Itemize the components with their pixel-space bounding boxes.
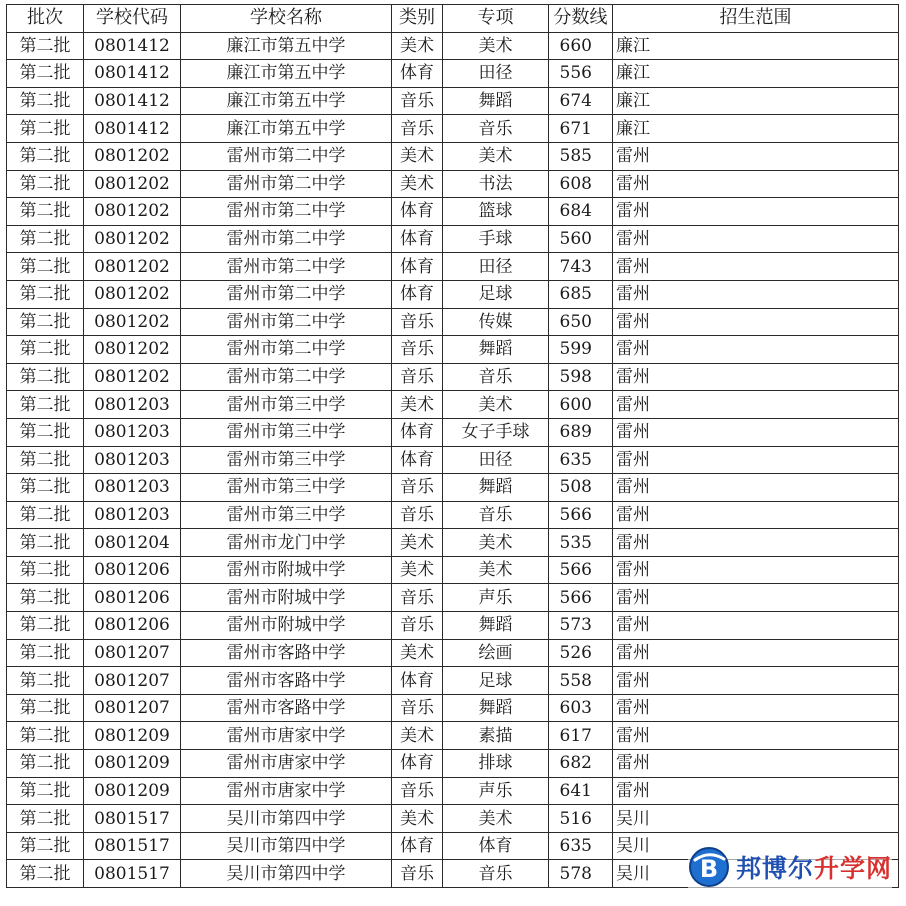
cell-school-name: 雷州市第二中学 bbox=[181, 280, 392, 308]
svg-text:B: B bbox=[699, 855, 719, 883]
cell-category: 美术 bbox=[392, 529, 443, 557]
cell-category: 美术 bbox=[392, 142, 443, 170]
cell-enrollment-range: 雷州 bbox=[613, 694, 899, 722]
cell-school-name: 雷州市客路中学 bbox=[181, 667, 392, 695]
cell-batch: 第二批 bbox=[7, 612, 84, 640]
cell-specialty: 美术 bbox=[443, 556, 549, 584]
cell-enrollment-range: 吴川 bbox=[613, 805, 899, 833]
cell-school-name: 雷州市第二中学 bbox=[181, 308, 392, 336]
cell-school-code: 0801517 bbox=[84, 860, 181, 888]
table-row bbox=[7, 694, 899, 722]
cell-enrollment-range: 雷州 bbox=[613, 777, 899, 805]
cell-enrollment-range: 雷州 bbox=[613, 225, 899, 253]
cell-school-code: 0801202 bbox=[84, 170, 181, 198]
cell-enrollment-range: 雷州 bbox=[613, 474, 899, 502]
cell-school-name: 雷州市第二中学 bbox=[181, 225, 392, 253]
cell-score-line: 566 bbox=[549, 501, 613, 529]
cell-category: 音乐 bbox=[392, 336, 443, 364]
cell-school-name: 雷州市第三中学 bbox=[181, 418, 392, 446]
table-row bbox=[7, 32, 899, 60]
cell-enrollment-range: 雷州 bbox=[613, 639, 899, 667]
header-score-line: 分数线 bbox=[549, 5, 613, 33]
cell-score-line: 599 bbox=[549, 336, 613, 364]
cell-specialty: 田径 bbox=[443, 446, 549, 474]
cell-school-name: 廉江市第五中学 bbox=[181, 60, 392, 88]
cell-school-code: 0801203 bbox=[84, 474, 181, 502]
cell-score-line: 526 bbox=[549, 639, 613, 667]
cell-category: 体育 bbox=[392, 750, 443, 778]
cell-enrollment-range: 雷州 bbox=[613, 446, 899, 474]
cell-specialty: 美术 bbox=[443, 529, 549, 557]
cell-category: 音乐 bbox=[392, 584, 443, 612]
table-row bbox=[7, 60, 899, 88]
cell-enrollment-range: 雷州 bbox=[613, 667, 899, 695]
cell-score-line: 635 bbox=[549, 832, 613, 860]
cell-specialty: 体育 bbox=[443, 832, 549, 860]
table-row bbox=[7, 584, 899, 612]
cell-score-line: 598 bbox=[549, 363, 613, 391]
cell-school-name: 吴川市第四中学 bbox=[181, 832, 392, 860]
cell-specialty: 美术 bbox=[443, 142, 549, 170]
cell-school-code: 0801412 bbox=[84, 32, 181, 60]
cell-batch: 第二批 bbox=[7, 805, 84, 833]
cell-school-code: 0801202 bbox=[84, 280, 181, 308]
table-body bbox=[7, 32, 899, 887]
cell-category: 美术 bbox=[392, 805, 443, 833]
cell-batch: 第二批 bbox=[7, 87, 84, 115]
cell-enrollment-range: 雷州 bbox=[613, 253, 899, 281]
cell-specialty: 美术 bbox=[443, 32, 549, 60]
cell-school-name: 雷州市客路中学 bbox=[181, 694, 392, 722]
cell-specialty: 田径 bbox=[443, 60, 549, 88]
cell-specialty: 足球 bbox=[443, 280, 549, 308]
cell-enrollment-range: 雷州 bbox=[613, 750, 899, 778]
cell-score-line: 535 bbox=[549, 529, 613, 557]
table-row bbox=[7, 639, 899, 667]
table-row bbox=[7, 308, 899, 336]
cell-school-name: 廉江市第五中学 bbox=[181, 32, 392, 60]
cell-category: 美术 bbox=[392, 722, 443, 750]
cell-school-code: 0801412 bbox=[84, 87, 181, 115]
cell-score-line: 516 bbox=[549, 805, 613, 833]
cell-school-name: 雷州市第二中学 bbox=[181, 336, 392, 364]
cell-score-line: 650 bbox=[549, 308, 613, 336]
cell-category: 音乐 bbox=[392, 501, 443, 529]
table-row bbox=[7, 115, 899, 143]
cell-school-name: 雷州市第三中学 bbox=[181, 391, 392, 419]
table-row bbox=[7, 777, 899, 805]
cell-enrollment-range: 雷州 bbox=[613, 722, 899, 750]
cell-category: 音乐 bbox=[392, 694, 443, 722]
cell-specialty: 书法 bbox=[443, 170, 549, 198]
cell-school-code: 0801207 bbox=[84, 694, 181, 722]
cell-specialty: 传媒 bbox=[443, 308, 549, 336]
table-row bbox=[7, 667, 899, 695]
cell-category: 音乐 bbox=[392, 87, 443, 115]
cell-batch: 第二批 bbox=[7, 446, 84, 474]
table-row bbox=[7, 612, 899, 640]
cell-category: 音乐 bbox=[392, 363, 443, 391]
header-category: 类别 bbox=[392, 5, 443, 33]
cell-batch: 第二批 bbox=[7, 418, 84, 446]
table-row bbox=[7, 280, 899, 308]
cell-batch: 第二批 bbox=[7, 308, 84, 336]
cell-enrollment-range: 雷州 bbox=[613, 363, 899, 391]
cell-batch: 第二批 bbox=[7, 32, 84, 60]
cell-specialty: 舞蹈 bbox=[443, 87, 549, 115]
cell-specialty: 声乐 bbox=[443, 777, 549, 805]
cell-enrollment-range: 雷州 bbox=[613, 418, 899, 446]
cell-category: 音乐 bbox=[392, 474, 443, 502]
cell-specialty: 声乐 bbox=[443, 584, 549, 612]
table-row bbox=[7, 529, 899, 557]
cell-school-name: 廉江市第五中学 bbox=[181, 87, 392, 115]
table-row bbox=[7, 336, 899, 364]
cell-batch: 第二批 bbox=[7, 777, 84, 805]
cell-enrollment-range: 廉江 bbox=[613, 60, 899, 88]
cell-score-line: 743 bbox=[549, 253, 613, 281]
cell-enrollment-range: 雷州 bbox=[613, 336, 899, 364]
table-row bbox=[7, 87, 899, 115]
table-row bbox=[7, 170, 899, 198]
cell-enrollment-range: 雷州 bbox=[613, 612, 899, 640]
cell-category: 音乐 bbox=[392, 612, 443, 640]
cell-category: 体育 bbox=[392, 280, 443, 308]
cell-batch: 第二批 bbox=[7, 253, 84, 281]
cell-category: 体育 bbox=[392, 667, 443, 695]
table-row bbox=[7, 750, 899, 778]
cell-batch: 第二批 bbox=[7, 501, 84, 529]
cell-score-line: 578 bbox=[549, 860, 613, 888]
cell-batch: 第二批 bbox=[7, 639, 84, 667]
cell-batch: 第二批 bbox=[7, 667, 84, 695]
table-row bbox=[7, 418, 899, 446]
cell-batch: 第二批 bbox=[7, 529, 84, 557]
cell-batch: 第二批 bbox=[7, 860, 84, 888]
watermark-text-part1: 邦博尔 bbox=[735, 854, 814, 883]
cell-score-line: 585 bbox=[549, 142, 613, 170]
watermark-text-part2: 升学网 bbox=[813, 854, 892, 883]
cell-school-code: 0801203 bbox=[84, 446, 181, 474]
cell-score-line: 566 bbox=[549, 584, 613, 612]
cell-school-code: 0801202 bbox=[84, 225, 181, 253]
cell-school-name: 吴川市第四中学 bbox=[181, 805, 392, 833]
table-header-row bbox=[7, 5, 899, 33]
cell-category: 美术 bbox=[392, 170, 443, 198]
cell-school-name: 廉江市第五中学 bbox=[181, 115, 392, 143]
cell-school-code: 0801203 bbox=[84, 501, 181, 529]
cell-school-code: 0801209 bbox=[84, 722, 181, 750]
cell-specialty: 音乐 bbox=[443, 860, 549, 888]
cell-school-name: 吴川市第四中学 bbox=[181, 860, 392, 888]
cell-school-name: 雷州市龙门中学 bbox=[181, 529, 392, 557]
table-row bbox=[7, 446, 899, 474]
cell-enrollment-range: 廉江 bbox=[613, 115, 899, 143]
cell-enrollment-range: 雷州 bbox=[613, 142, 899, 170]
b-circle-logo-icon bbox=[688, 846, 730, 888]
cell-category: 体育 bbox=[392, 832, 443, 860]
cell-school-code: 0801207 bbox=[84, 667, 181, 695]
cell-batch: 第二批 bbox=[7, 280, 84, 308]
cell-school-name: 雷州市第二中学 bbox=[181, 142, 392, 170]
cell-score-line: 641 bbox=[549, 777, 613, 805]
cell-batch: 第二批 bbox=[7, 832, 84, 860]
header-specialty: 专项 bbox=[443, 5, 549, 33]
cell-enrollment-range: 雷州 bbox=[613, 198, 899, 226]
cell-score-line: 508 bbox=[549, 474, 613, 502]
cell-score-line: 660 bbox=[549, 32, 613, 60]
cell-school-code: 0801202 bbox=[84, 253, 181, 281]
cell-enrollment-range: 雷州 bbox=[613, 170, 899, 198]
cell-school-code: 0801202 bbox=[84, 142, 181, 170]
cell-school-name: 雷州市第三中学 bbox=[181, 501, 392, 529]
header-batch: 批次 bbox=[7, 5, 84, 33]
cell-enrollment-range: 廉江 bbox=[613, 32, 899, 60]
table-row bbox=[7, 501, 899, 529]
table-row bbox=[7, 556, 899, 584]
cell-batch: 第二批 bbox=[7, 474, 84, 502]
cell-specialty: 舞蹈 bbox=[443, 694, 549, 722]
cell-school-name: 雷州市第二中学 bbox=[181, 363, 392, 391]
cell-enrollment-range: 吴川 bbox=[613, 832, 899, 860]
cell-specialty: 音乐 bbox=[443, 363, 549, 391]
cell-batch: 第二批 bbox=[7, 170, 84, 198]
cell-score-line: 566 bbox=[549, 556, 613, 584]
table-row bbox=[7, 391, 899, 419]
cell-batch: 第二批 bbox=[7, 142, 84, 170]
cell-specialty: 舞蹈 bbox=[443, 336, 549, 364]
header-school-name: 学校名称 bbox=[181, 5, 392, 33]
cell-score-line: 617 bbox=[549, 722, 613, 750]
table-row bbox=[7, 253, 899, 281]
cell-school-code: 0801209 bbox=[84, 750, 181, 778]
cell-enrollment-range: 雷州 bbox=[613, 308, 899, 336]
cell-specialty: 舞蹈 bbox=[443, 612, 549, 640]
cell-category: 音乐 bbox=[392, 777, 443, 805]
cell-category: 美术 bbox=[392, 556, 443, 584]
cell-school-name: 雷州市第二中学 bbox=[181, 170, 392, 198]
cell-school-code: 0801202 bbox=[84, 363, 181, 391]
cell-score-line: 685 bbox=[549, 280, 613, 308]
cell-school-name: 雷州市第三中学 bbox=[181, 446, 392, 474]
cell-category: 音乐 bbox=[392, 115, 443, 143]
cell-specialty: 美术 bbox=[443, 391, 549, 419]
cell-score-line: 556 bbox=[549, 60, 613, 88]
cell-category: 音乐 bbox=[392, 860, 443, 888]
cell-school-code: 0801517 bbox=[84, 805, 181, 833]
cell-batch: 第二批 bbox=[7, 556, 84, 584]
cell-batch: 第二批 bbox=[7, 722, 84, 750]
cell-batch: 第二批 bbox=[7, 363, 84, 391]
cell-specialty: 素描 bbox=[443, 722, 549, 750]
table-row bbox=[7, 142, 899, 170]
cell-specialty: 美术 bbox=[443, 805, 549, 833]
cell-school-code: 0801517 bbox=[84, 832, 181, 860]
cell-school-code: 0801204 bbox=[84, 529, 181, 557]
cell-score-line: 573 bbox=[549, 612, 613, 640]
cell-school-code: 0801207 bbox=[84, 639, 181, 667]
table-row bbox=[7, 722, 899, 750]
cell-school-name: 雷州市唐家中学 bbox=[181, 777, 392, 805]
cell-specialty: 音乐 bbox=[443, 115, 549, 143]
cell-score-line: 608 bbox=[549, 170, 613, 198]
cell-school-name: 雷州市附城中学 bbox=[181, 556, 392, 584]
watermark-text bbox=[736, 849, 892, 885]
header-enrollment-range: 招生范围 bbox=[613, 5, 899, 33]
cell-school-code: 0801203 bbox=[84, 391, 181, 419]
table-row bbox=[7, 805, 899, 833]
cell-specialty: 手球 bbox=[443, 225, 549, 253]
cell-school-code: 0801202 bbox=[84, 336, 181, 364]
cell-school-name: 雷州市附城中学 bbox=[181, 612, 392, 640]
cell-enrollment-range: 雷州 bbox=[613, 529, 899, 557]
cell-score-line: 684 bbox=[549, 198, 613, 226]
cell-enrollment-range: 雷州 bbox=[613, 280, 899, 308]
cell-school-name: 雷州市客路中学 bbox=[181, 639, 392, 667]
cell-enrollment-range: 雷州 bbox=[613, 391, 899, 419]
cell-school-name: 雷州市唐家中学 bbox=[181, 722, 392, 750]
cell-enrollment-range: 雷州 bbox=[613, 501, 899, 529]
cell-enrollment-range: 吴川 bbox=[613, 860, 899, 888]
header-school-code: 学校代码 bbox=[84, 5, 181, 33]
cell-school-code: 0801202 bbox=[84, 308, 181, 336]
score-table-sheet bbox=[6, 4, 898, 888]
cell-specialty: 音乐 bbox=[443, 501, 549, 529]
cell-specialty: 女子手球 bbox=[443, 418, 549, 446]
cell-category: 体育 bbox=[392, 446, 443, 474]
cell-category: 体育 bbox=[392, 418, 443, 446]
cell-specialty: 田径 bbox=[443, 253, 549, 281]
cell-specialty: 舞蹈 bbox=[443, 474, 549, 502]
table-row bbox=[7, 225, 899, 253]
cell-score-line: 635 bbox=[549, 446, 613, 474]
cell-enrollment-range: 廉江 bbox=[613, 87, 899, 115]
cell-category: 美术 bbox=[392, 639, 443, 667]
cell-school-name: 雷州市附城中学 bbox=[181, 584, 392, 612]
cell-score-line: 682 bbox=[549, 750, 613, 778]
cell-batch: 第二批 bbox=[7, 336, 84, 364]
cell-batch: 第二批 bbox=[7, 584, 84, 612]
site-watermark bbox=[688, 846, 892, 888]
cell-batch: 第二批 bbox=[7, 115, 84, 143]
cell-batch: 第二批 bbox=[7, 198, 84, 226]
cell-category: 体育 bbox=[392, 198, 443, 226]
table-row bbox=[7, 474, 899, 502]
cell-score-line: 558 bbox=[549, 667, 613, 695]
cell-score-line: 603 bbox=[549, 694, 613, 722]
cell-batch: 第二批 bbox=[7, 225, 84, 253]
cell-specialty: 足球 bbox=[443, 667, 549, 695]
admission-score-table bbox=[6, 4, 899, 888]
cell-school-code: 0801206 bbox=[84, 584, 181, 612]
cell-score-line: 671 bbox=[549, 115, 613, 143]
cell-score-line: 560 bbox=[549, 225, 613, 253]
cell-enrollment-range: 雷州 bbox=[613, 556, 899, 584]
cell-category: 体育 bbox=[392, 225, 443, 253]
cell-specialty: 篮球 bbox=[443, 198, 549, 226]
cell-school-code: 0801209 bbox=[84, 777, 181, 805]
cell-school-name: 雷州市唐家中学 bbox=[181, 750, 392, 778]
cell-batch: 第二批 bbox=[7, 60, 84, 88]
cell-school-code: 0801202 bbox=[84, 198, 181, 226]
cell-category: 体育 bbox=[392, 60, 443, 88]
cell-school-name: 雷州市第二中学 bbox=[181, 253, 392, 281]
cell-category: 音乐 bbox=[392, 308, 443, 336]
cell-enrollment-range: 雷州 bbox=[613, 584, 899, 612]
cell-category: 美术 bbox=[392, 32, 443, 60]
cell-specialty: 绘画 bbox=[443, 639, 549, 667]
cell-batch: 第二批 bbox=[7, 694, 84, 722]
cell-school-code: 0801206 bbox=[84, 612, 181, 640]
cell-score-line: 689 bbox=[549, 418, 613, 446]
cell-batch: 第二批 bbox=[7, 391, 84, 419]
cell-school-name: 雷州市第二中学 bbox=[181, 198, 392, 226]
cell-score-line: 600 bbox=[549, 391, 613, 419]
cell-school-name: 雷州市第三中学 bbox=[181, 474, 392, 502]
table-row bbox=[7, 363, 899, 391]
cell-specialty: 排球 bbox=[443, 750, 549, 778]
cell-school-code: 0801412 bbox=[84, 60, 181, 88]
cell-batch: 第二批 bbox=[7, 750, 84, 778]
cell-category: 体育 bbox=[392, 253, 443, 281]
cell-school-code: 0801412 bbox=[84, 115, 181, 143]
cell-score-line: 674 bbox=[549, 87, 613, 115]
cell-category: 美术 bbox=[392, 391, 443, 419]
cell-school-code: 0801203 bbox=[84, 418, 181, 446]
cell-school-code: 0801206 bbox=[84, 556, 181, 584]
table-row bbox=[7, 198, 899, 226]
